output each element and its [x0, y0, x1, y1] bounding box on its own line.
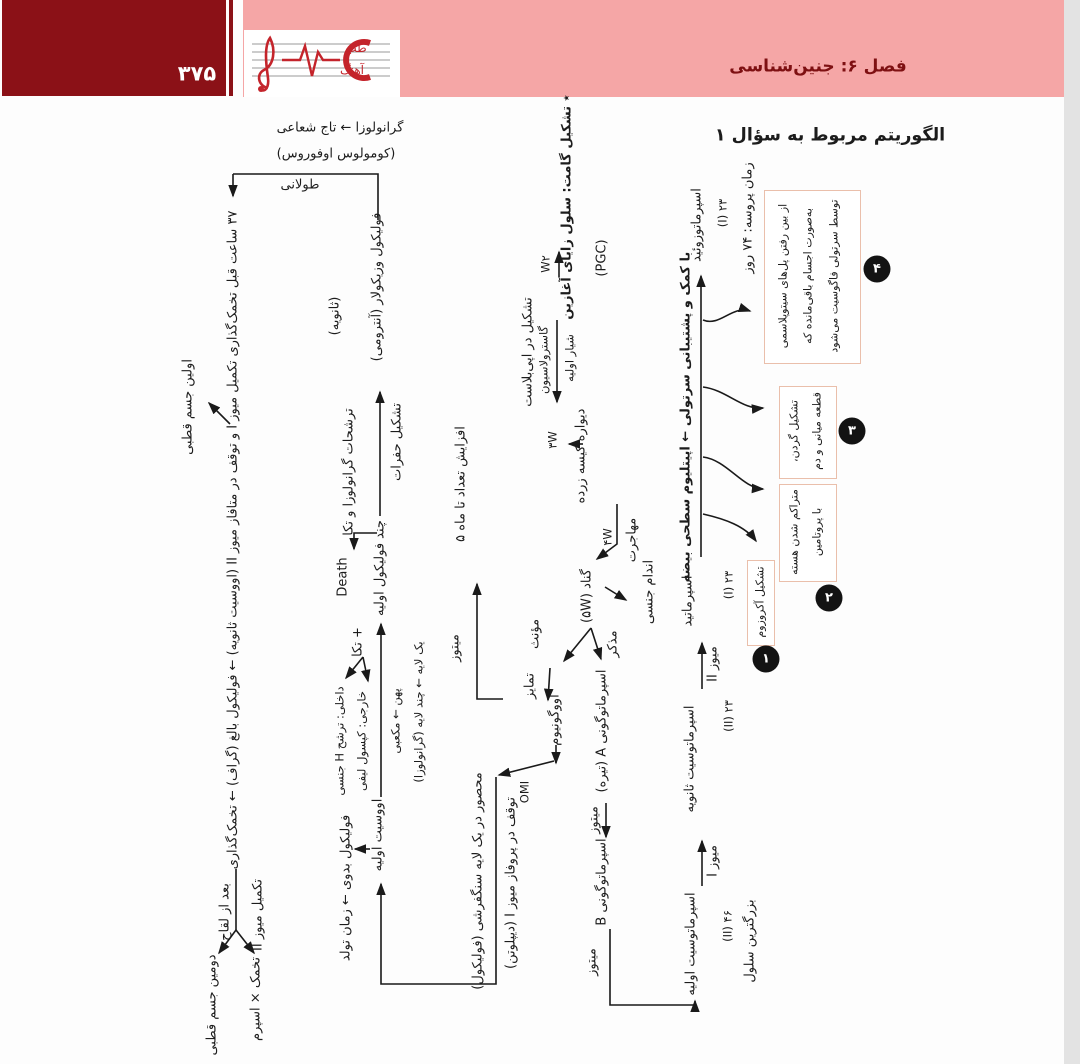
- node-secretions: ترشحات گرانولوزا و تکا: [341, 408, 357, 536]
- node-23-i-spermatid: ۲۳ (I): [721, 570, 736, 600]
- node-process-time: زمان پروسه: ۷۴ روز: [740, 162, 756, 274]
- node-week3: ۳W: [545, 431, 560, 449]
- node-theca-plus: + تکا: [350, 627, 366, 657]
- node-internal-hormone: داخلی: ترشح H جنسی: [332, 686, 347, 796]
- node-genital-organ: اندام جنسی: [641, 559, 657, 625]
- node-secondary-paren: (ثانویه): [327, 296, 343, 336]
- node-week2: W۲: [538, 255, 553, 273]
- neck-tail-box-line2: قطعه میانی و دم: [810, 392, 824, 470]
- node-meiosis1: میوز I: [705, 845, 721, 877]
- chapter-heading: فصل ۶: جنین‌شناسی: [729, 56, 907, 77]
- node-yolk-sac-wall: دیواره کیسه زرده: [573, 408, 589, 504]
- bridges-box-line3: توسط سرتولی فاگوسیت می‌شود: [827, 199, 841, 353]
- node-23-ii: ۲۳ (II): [721, 700, 736, 732]
- node-flat-cuboidal: پهن ← مکعبی: [388, 688, 403, 754]
- protamine-box-line1: متراکم شدن هسته: [787, 489, 801, 575]
- node-mitosis-b: میتوز: [584, 948, 600, 976]
- circle-number-2: ۲: [816, 585, 843, 612]
- node-first-polar-body: اولین جسم قطبی: [180, 359, 196, 455]
- node-23-i-spermatozoid: ۲۳ (I): [715, 198, 730, 228]
- node-death: Death: [335, 557, 351, 597]
- circle-number-4: ۴: [864, 256, 891, 283]
- node-meiosis2: میوز II: [705, 646, 721, 682]
- node-external-capsule: خارجی: کپسول لیفی: [354, 691, 369, 791]
- node-spermatogonia-a: اسپرماتوگونی A (تیره): [594, 669, 610, 793]
- algorithm-title: الگوریتم مربوط به سؤال ۱: [714, 125, 946, 146]
- node-37h-ovulation-chain: ۳۷ ساعت قبل تخمک‌گذاری تکمیل میوز I و توقف در متافاز میوز II (اووسیت ثانویه) ← فولیکول بالغ (گراف) ← تخمک‌گذاری: [225, 210, 241, 870]
- node-sertoli-support: با کمک و پشتیبانی سرتولی ← اپیتلیوم سطحی بیضه: [678, 251, 694, 583]
- node-after-fertilization: بعد از لقاح: [217, 883, 233, 941]
- node-male: مذکر: [605, 630, 621, 658]
- node-enclosed-squamous: محصور در یک لایه سنگفرشی (فولیکول): [470, 772, 486, 990]
- node-primitive-streak: شیار اولیه: [562, 334, 577, 382]
- node-differentiation: تمایز: [522, 673, 538, 699]
- node-female: مؤنث: [527, 618, 543, 650]
- node-vesicular-follicle: فولیکول وزیکولار (آنترومی): [369, 212, 385, 362]
- node-cumulus: (کومولوس اوفوروس): [276, 146, 396, 162]
- node-migration: مهاجرت: [624, 517, 640, 563]
- node-egg-x-sperm: تخمک × اسپرم: [248, 957, 264, 1041]
- node-mitosis-oogonium: میتوز: [447, 634, 463, 662]
- node-spermatogonia-b: اسپرماتوگونی B: [594, 838, 610, 926]
- node-primary-oocyte: اووسیت اولیه: [370, 798, 386, 872]
- node-spermatid: اسپرماتید: [680, 575, 696, 627]
- node-cavity-formation: تشکیل حفرات: [389, 403, 405, 481]
- node-long: طولانی: [280, 177, 320, 193]
- node-46-ii: ۴۶ (II): [720, 910, 735, 942]
- node-second-polar-body: دومین جسم قطبی: [204, 954, 220, 1056]
- node-primary-spermatocyte: اسپرماتوسیت اولیه: [683, 892, 699, 996]
- node-several-primary-follicles: چند فولیکول اولیه: [372, 520, 388, 616]
- node-spermatozoid: اسپرماتوزوئید: [689, 188, 705, 262]
- page-number: ۳۷۵: [177, 61, 217, 86]
- node-arrest-prophase: توقف در پروفاز میوز I (دیپلوتن): [503, 797, 519, 969]
- node-mitosis-a-b: میتوز: [586, 806, 602, 834]
- neck-tail-box-line1: تشکیل گردن،: [787, 400, 801, 462]
- node-omi: OMI: [517, 780, 532, 804]
- node-gonad-week5: گناد (۵W): [579, 569, 595, 623]
- node-gastrulation: گاسترولاسیون: [536, 325, 551, 395]
- node-increase-month5: افزایش تعداد تا ماه ۵: [453, 426, 469, 542]
- node-week4: ۴W: [600, 528, 615, 546]
- logo-word-1: طب: [345, 41, 367, 55]
- node-oogonium: اووگونیوم: [547, 694, 563, 746]
- protamine-box-line2: با پروتامین: [810, 507, 824, 557]
- bridges-box-line2: به‌صورت اجسام باقی‌مانده که: [801, 208, 815, 344]
- node-granulosa-corona: گرانولوزا ← تاج شعاعی: [276, 120, 404, 136]
- node-epiblast: تشکیل در اپی‌بلاست: [520, 297, 536, 407]
- node-secondary-spermatocyte: اسپرماتوسیت ثانویه: [682, 705, 698, 813]
- acrosome-box-text: تشکیل آکروزوم: [753, 566, 767, 638]
- node-largest-cell: بزرگترین سلول: [742, 899, 758, 983]
- node-gamete-formation-header: ٭ تشکیل گامت: سلول زایای آغازین: [559, 94, 575, 320]
- node-one-layer-multilayer: یک لایه ← چند لایه (گرانولوزا): [411, 641, 426, 783]
- node-complete-meiosis2: تکمیل میوز II: [250, 879, 266, 951]
- bridges-box-line1: از بین رفتن پل‌های سیتوپلاسمی: [776, 203, 790, 349]
- circle-number-1: ۱: [753, 646, 780, 673]
- logo-word-2: آهنگ: [339, 63, 365, 77]
- node-primordial-follicle: فولیکول بدوی ← زمان تولد: [338, 814, 354, 962]
- node-pgc: (PGC): [594, 239, 610, 277]
- circle-number-3: ۳: [839, 418, 866, 445]
